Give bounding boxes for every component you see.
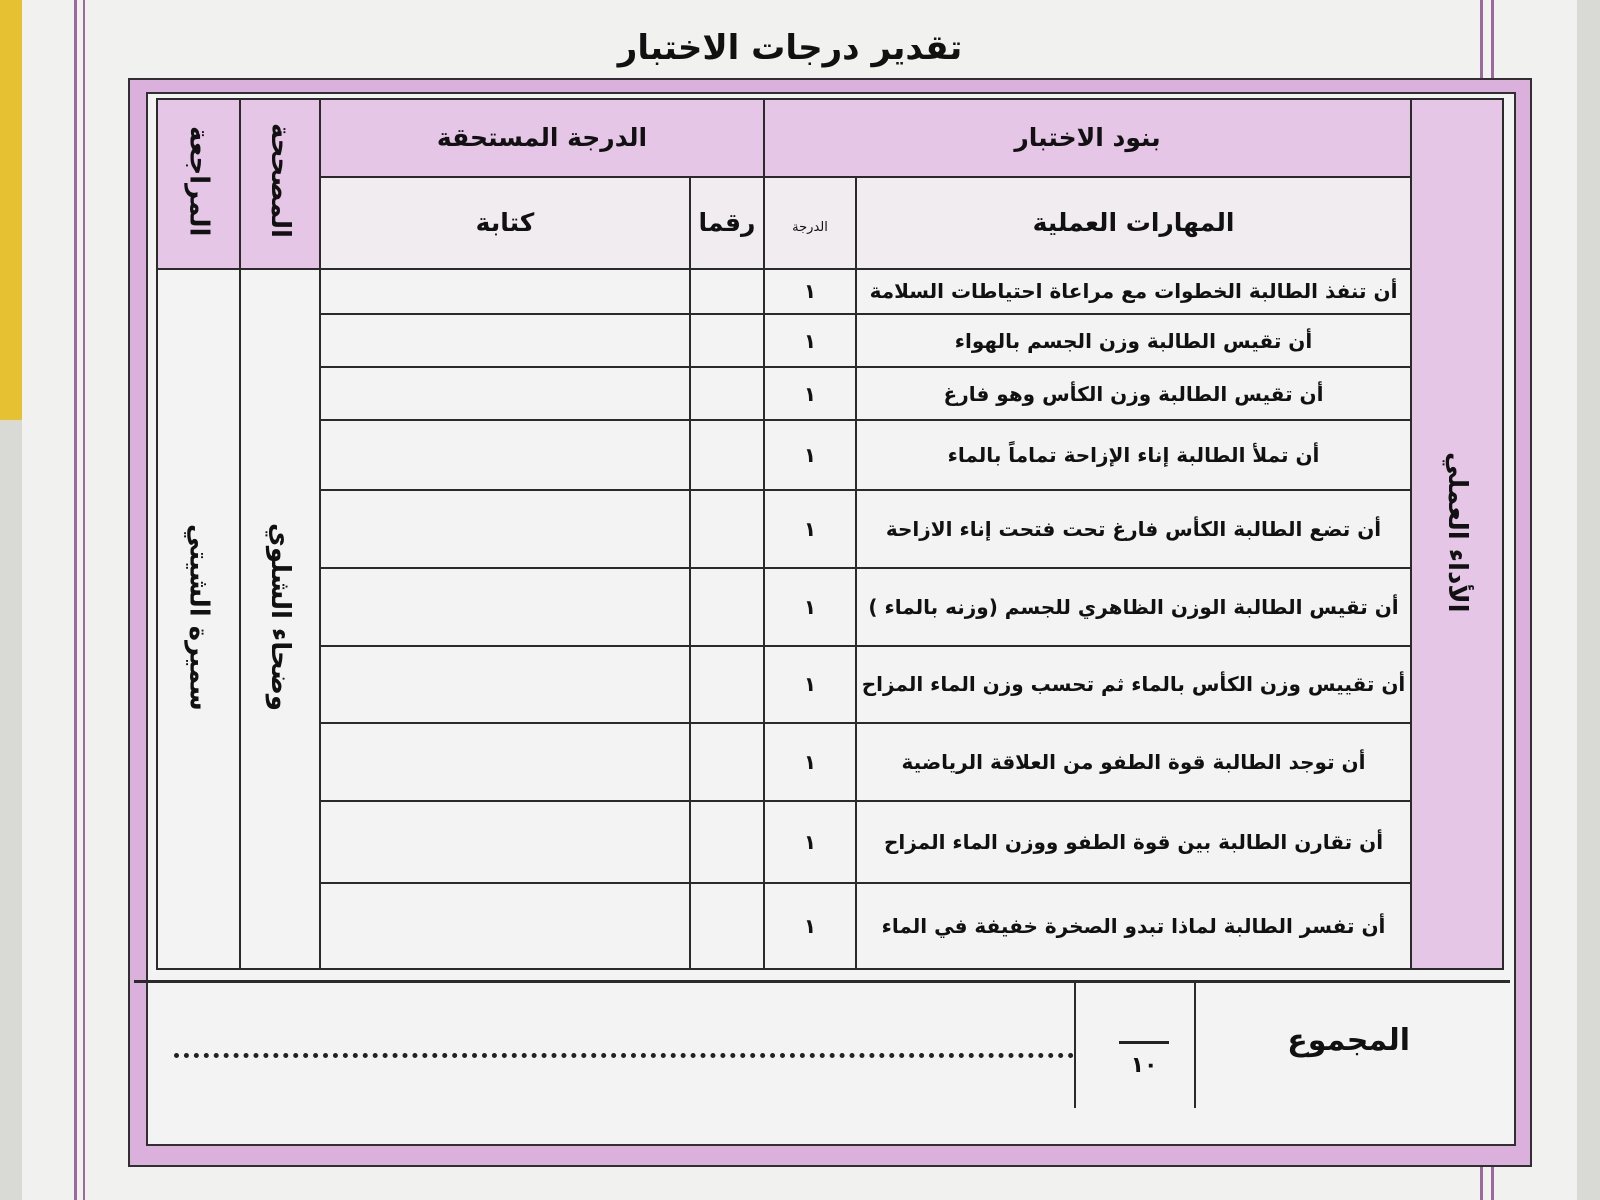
total-separator <box>1074 983 1076 1108</box>
total-max-score: ١٠ <box>1130 1053 1158 1078</box>
reviewer-name: سميرة الشيتي <box>183 523 214 711</box>
grade-cell: ١ <box>764 314 856 367</box>
total-label: المجموع <box>1287 1023 1410 1058</box>
grade-cell: ١ <box>764 568 856 646</box>
score-number-input[interactable] <box>690 269 764 314</box>
total-score-field[interactable] <box>174 1053 1074 1058</box>
score-number-input[interactable] <box>690 314 764 367</box>
grade-cell: ١ <box>764 420 856 490</box>
reviewer-name-cell <box>157 269 240 969</box>
skill-cell: أن تقييس وزن الكأس بالماء ثم تحسب وزن الماء المزاح <box>856 646 1411 724</box>
table-row <box>157 568 1503 646</box>
total-separator <box>1194 983 1196 1108</box>
practical-skills-header: المهارات العملية <box>856 177 1411 269</box>
grade-cell: ١ <box>764 723 856 801</box>
skill-cell: أن تقيس الطالبة وزن الكأس وهو فارغ <box>856 367 1411 420</box>
skill-cell: أن تنفذ الطالبة الخطوات مع مراعاة احتياطات السلامة <box>856 269 1411 314</box>
deserved-grade-header: الدرجة المستحقة <box>320 99 764 177</box>
in-words-header: كتابة <box>320 177 690 269</box>
reviewer-header <box>157 99 240 269</box>
total-row <box>134 980 1510 1123</box>
corrector-name: وضحاء الشلوي <box>265 522 295 711</box>
score-number-input[interactable] <box>690 568 764 646</box>
table-row <box>157 367 1503 420</box>
score-words-input[interactable] <box>320 314 690 367</box>
score-words-input[interactable] <box>320 420 690 490</box>
reviewer-label: المراجعة <box>183 125 214 237</box>
practical-performance-column <box>1411 99 1503 969</box>
score-words-input[interactable] <box>320 367 690 420</box>
table-row <box>157 314 1503 367</box>
skill-cell: أن تقيس الطالبة الوزن الظاهري للجسم (وزنه بالماء ) <box>856 568 1411 646</box>
grade-cell: ١ <box>764 367 856 420</box>
fraction-line <box>1119 1041 1169 1044</box>
table-row <box>157 883 1503 969</box>
grade-header: الدرجة <box>764 177 856 269</box>
table-row <box>157 646 1503 724</box>
score-words-input[interactable] <box>320 801 690 883</box>
grade-cell: ١ <box>764 646 856 724</box>
score-number-input[interactable] <box>690 801 764 883</box>
table-row <box>157 490 1503 568</box>
skill-cell: أن تقارن الطالبة بين قوة الطفو ووزن الماء المزاح <box>856 801 1411 883</box>
page-title: تقدير درجات الاختبار <box>617 28 963 68</box>
table-row <box>157 801 1503 883</box>
skill-cell: أن توجد الطالبة قوة الطفو من العلاقة الرياضية <box>856 723 1411 801</box>
in-numbers-header: رقما <box>690 177 764 269</box>
score-words-input[interactable] <box>320 568 690 646</box>
test-items-header: بنود الاختبار <box>764 99 1411 177</box>
score-number-input[interactable] <box>690 883 764 969</box>
practical-performance-label: الأداء العملي <box>1442 451 1473 613</box>
skill-cell: أن تملأ الطالبة إناء الإزاحة تماماً بالماء <box>856 420 1411 490</box>
score-words-input[interactable] <box>320 646 690 724</box>
corrector-name-cell <box>240 269 320 969</box>
corrector-header <box>240 99 320 269</box>
corrector-label: المصححة <box>265 123 295 239</box>
score-words-input[interactable] <box>320 269 690 314</box>
sheet-border-left <box>74 0 85 1200</box>
grade-cell: ١ <box>764 269 856 314</box>
score-words-input[interactable] <box>320 883 690 969</box>
table-row <box>157 723 1503 801</box>
score-words-input[interactable] <box>320 723 690 801</box>
score-number-input[interactable] <box>690 490 764 568</box>
grades-table <box>156 98 1504 970</box>
skill-cell: أن تقيس الطالبة وزن الجسم بالهواء <box>856 314 1411 367</box>
grade-cell: ١ <box>764 490 856 568</box>
score-number-input[interactable] <box>690 420 764 490</box>
score-number-input[interactable] <box>690 646 764 724</box>
grade-cell: ١ <box>764 801 856 883</box>
table-row <box>157 269 1503 314</box>
score-words-input[interactable] <box>320 490 690 568</box>
score-number-input[interactable] <box>690 367 764 420</box>
skill-cell: أن تضع الطالبة الكأس فارغ تحت فتحت إناء الازاحة <box>856 490 1411 568</box>
table-row <box>157 420 1503 490</box>
grade-cell: ١ <box>764 883 856 969</box>
skill-cell: أن تفسر الطالبة لماذا تبدو الصخرة خفيفة في الماء <box>856 883 1411 969</box>
score-number-input[interactable] <box>690 723 764 801</box>
